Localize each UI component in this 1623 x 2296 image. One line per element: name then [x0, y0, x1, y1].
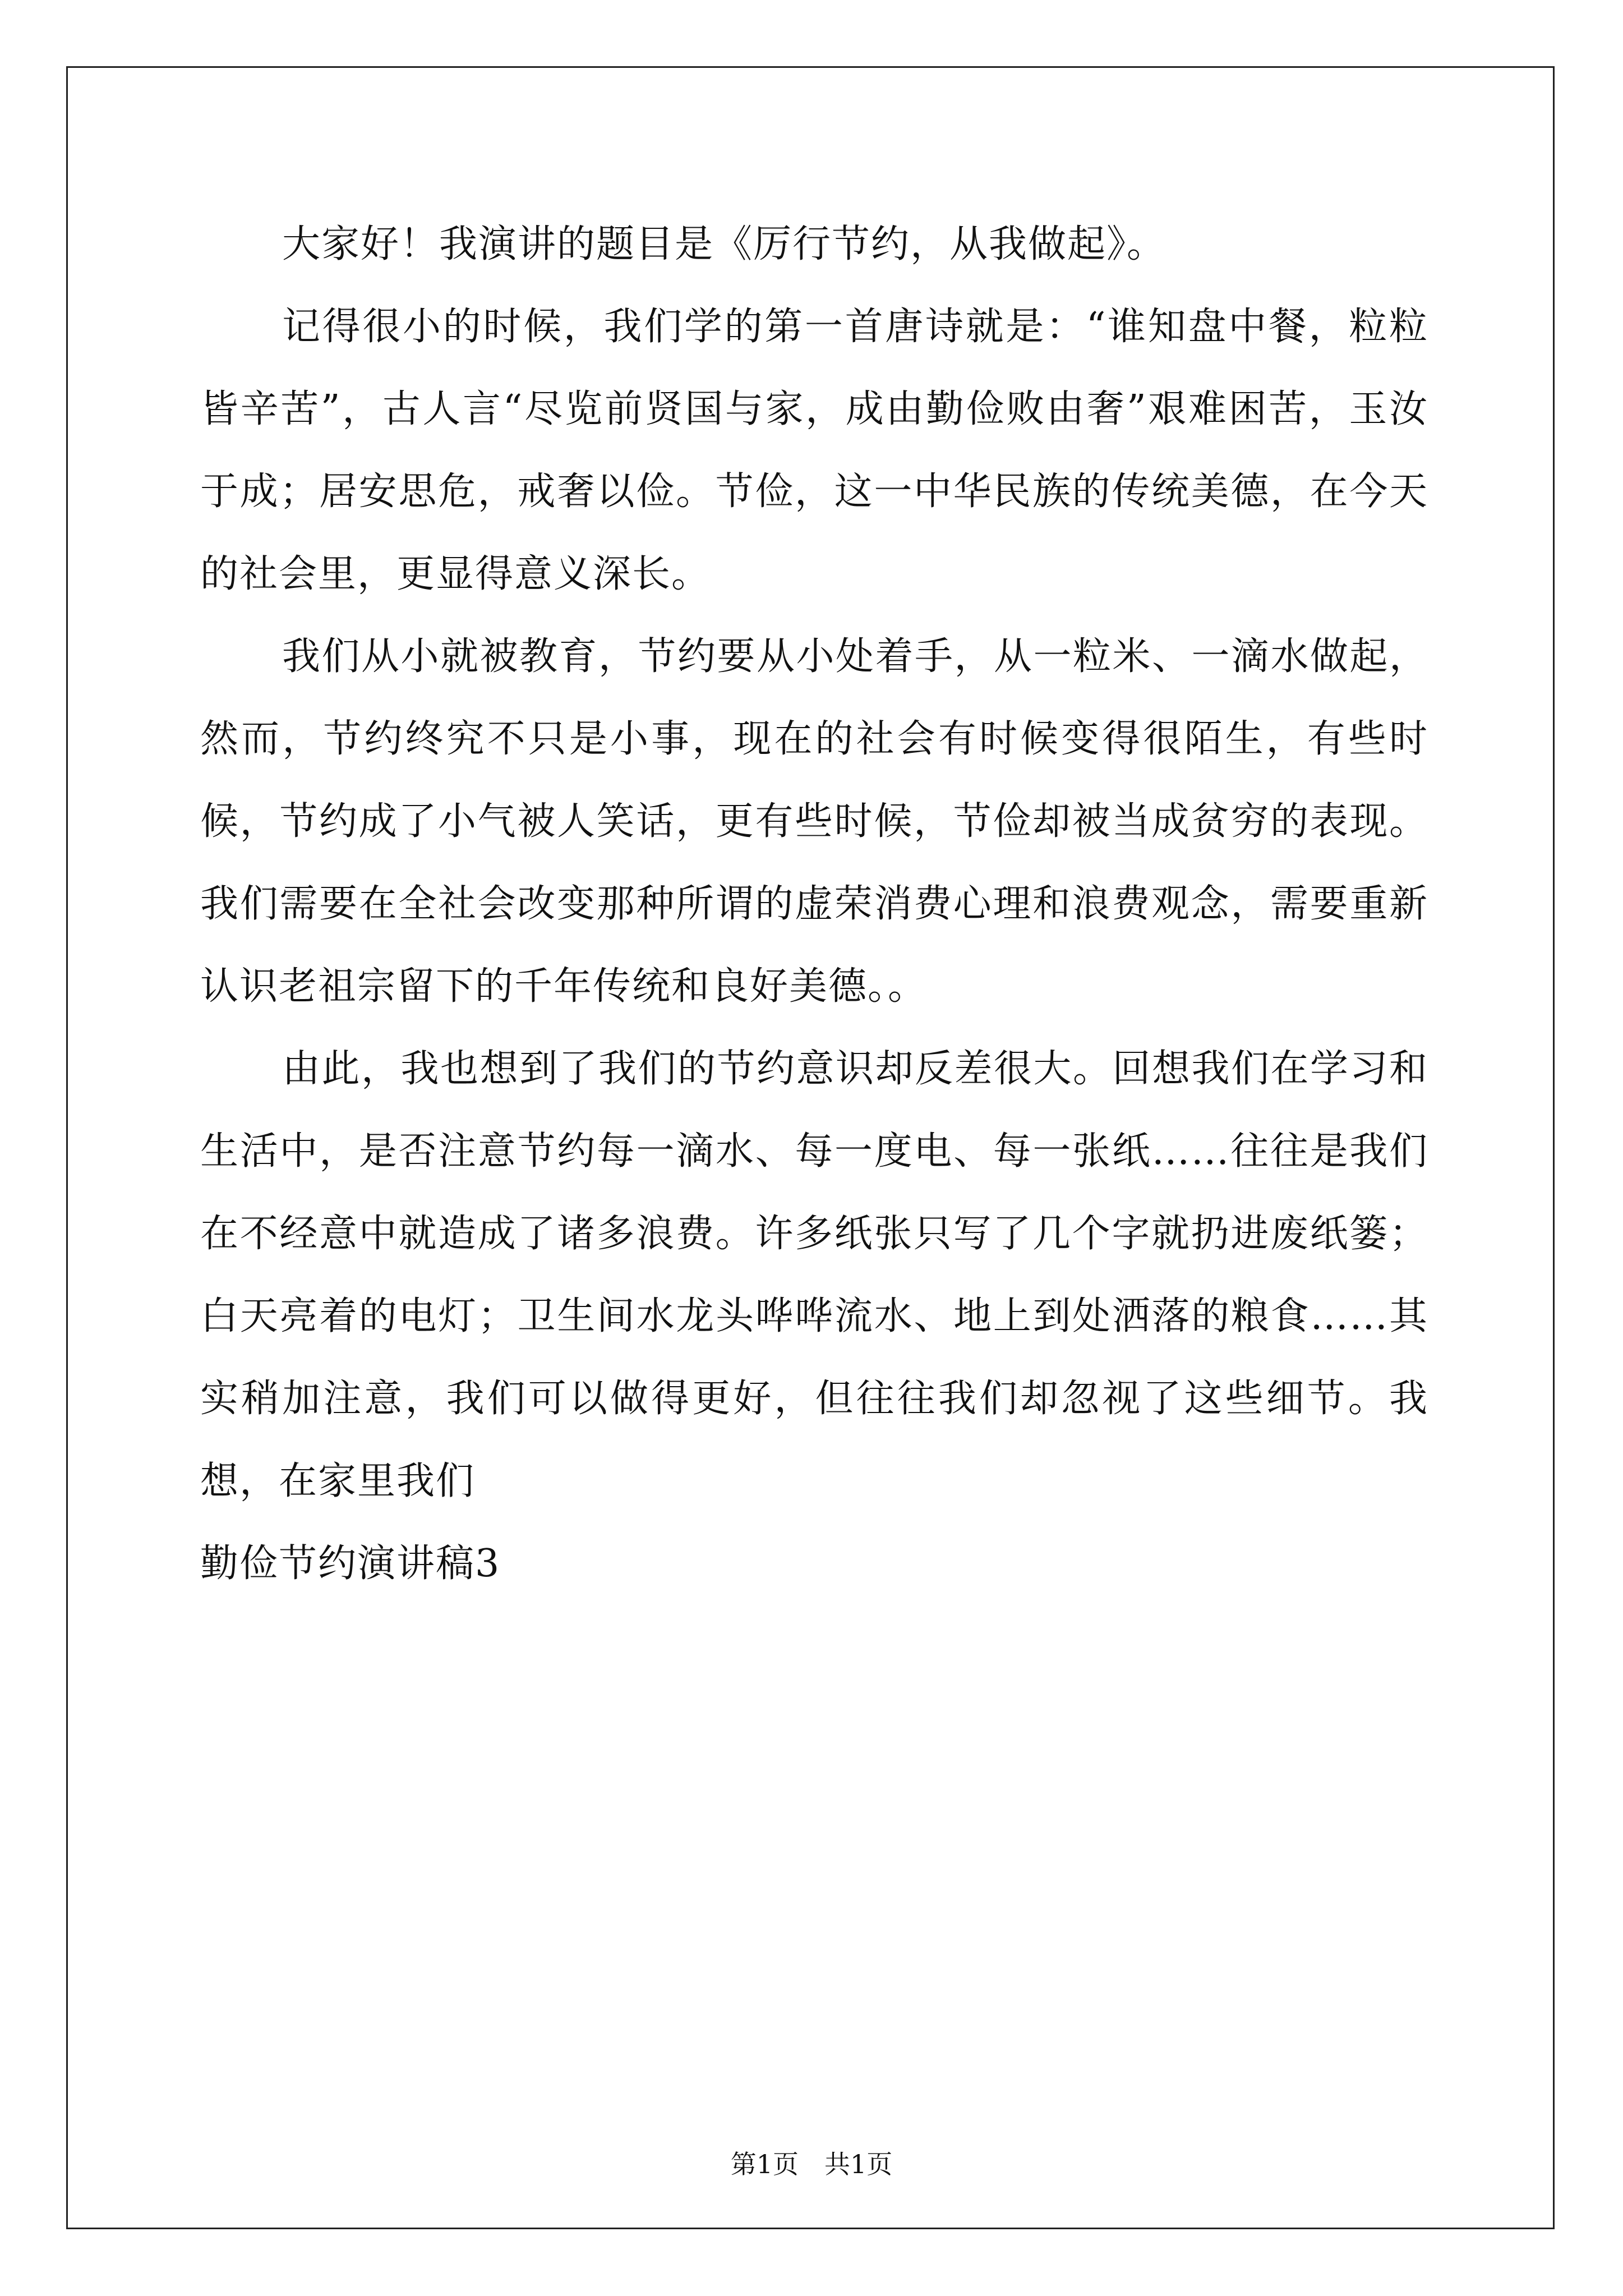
paragraph-tang-poem: 记得很小的时候，我们学的第一首唐诗就是：“谁知盘中餐，粒粒皆辛苦”，古人言“尽览前贤国与家，成由勤俭败由奢”艰难困苦，玉汝于成；居安思危，戒奢以俭。节俭，这一中华民族的传统美德，在今天的社会里，更显得意义深长。	[200, 305, 1428, 596]
paragraph-awareness: 由此，我也想到了我们的节约意识却反差很大。回想我们在学习和生活中，是否注意节约每一滴水、每一度电、每一张纸……往往是我们在不经意中就造成了诸多浪费。许多纸张只写了几个字就扔进废纸篓；白天亮着的电灯；卫生间水龙头哗哗流水、地上到处洒落的粮食……其实稍加注意，我们可以做得更好，但往往我们却忽视了这些细节。我想，在家里我们	[200, 1047, 1428, 1503]
document-body	[200, 203, 1428, 1605]
section-heading: 勤俭节约演讲稿3	[200, 1542, 501, 1586]
paragraph-education: 我们从小就被教育，节约要从小处着手，从一粒米、一滴水做起，然而，节约终究不只是小事，现在的社会有时候变得很陌生，有些时候，节约成了小气被人笑话，更有些时候，节俭却被当成贫穷的表现。我们需要在全社会改变那种所谓的虚荣消费心理和浪费观念，需要重新认识老祖宗留下的千年传统和良好美德。。	[200, 634, 1428, 1009]
page-footer: 第1页 共1页	[730, 2149, 893, 2179]
paragraph-greeting: 大家好！我演讲的题目是《厉行节约，从我做起》。	[282, 222, 1166, 266]
